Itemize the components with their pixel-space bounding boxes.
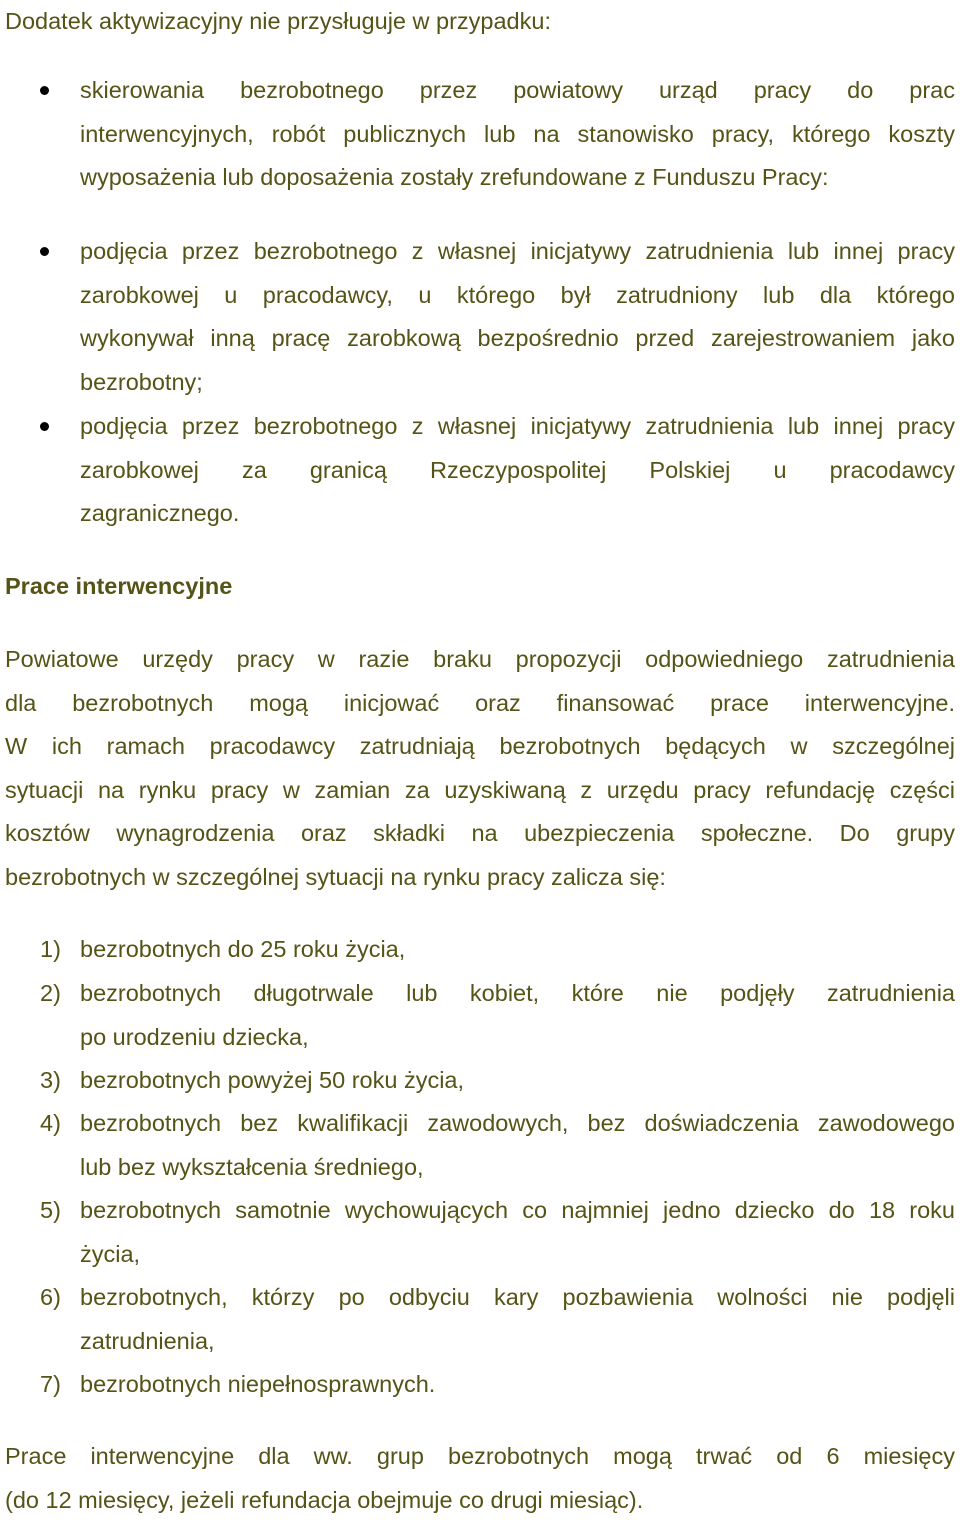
- intro-paragraph: [5, 0, 955, 44]
- item-number: 6): [40, 1276, 61, 1320]
- text-line: skierowania bezrobotnego przez powiatowy urząd pracy do prac: [80, 69, 955, 113]
- text-line: bezrobotnych niepełnosprawnych.: [80, 1363, 955, 1407]
- text-line: sytuacji na rynku pracy w zamian za uzyskiwaną z urzędu pracy refundację części: [5, 769, 955, 813]
- text-line: bezrobotnych długotrwale lub kobiet, które nie podjęły zatrudnienia: [80, 972, 955, 1016]
- body-paragraph: [5, 638, 955, 899]
- item-number: 5): [40, 1189, 61, 1233]
- bullet-icon: [40, 86, 49, 95]
- bullet-icon: [40, 422, 49, 431]
- item-text: [80, 972, 955, 1059]
- item-number: 4): [40, 1102, 61, 1146]
- item-number: 1): [40, 928, 61, 972]
- intro-text: Dodatek aktywizacyjny nie przysługuje w przypadku:: [5, 0, 955, 44]
- text-line: podjęcia przez bezrobotnego z własnej inicjatywy zatrudnienia lub innej pracy: [80, 405, 955, 449]
- text-line: bezrobotnych bez kwalifikacji zawodowych, bez doświadczenia zawodowego: [80, 1102, 955, 1146]
- item-number: 7): [40, 1363, 61, 1407]
- bullet-text: [80, 230, 955, 404]
- text-line: podjęcia przez bezrobotnego z własnej inicjatywy zatrudnienia lub innej pracy: [80, 230, 955, 274]
- text-line: lub bez wykształcenia średniego,: [80, 1146, 955, 1190]
- text-line: bezrobotnych w szczególnej sytuacji na rynku pracy zalicza się:: [5, 856, 955, 900]
- text-line: życia,: [80, 1233, 955, 1277]
- text-line: bezrobotnych, którzy po odbyciu kary pozbawienia wolności nie podjęli: [80, 1276, 955, 1320]
- bullet-icon: [40, 247, 49, 256]
- text-line: bezrobotnych do 25 roku życia,: [80, 928, 955, 972]
- text-line: zarobkowej u pracodawcy, u którego był zatrudniony lub dla którego: [80, 274, 955, 318]
- item-text: [80, 1102, 955, 1189]
- closing-paragraph: [5, 1435, 955, 1522]
- text-line: W ich ramach pracodawcy zatrudniają bezrobotnych będących w szczególnej: [5, 725, 955, 769]
- bullet-text: [80, 405, 955, 536]
- text-line: interwencyjnych, robót publicznych lub na stanowisko pracy, którego koszty: [80, 113, 955, 157]
- item-text: [80, 1189, 955, 1276]
- bullet-text: [80, 69, 955, 200]
- text-line: (do 12 miesięcy, jeżeli refundacja obejmuje co drugi miesiąc).: [5, 1479, 955, 1522]
- text-line: bezrobotnych samotnie wychowujących co najmniej jedno dziecko do 18 roku: [80, 1189, 955, 1233]
- text-line: dla bezrobotnych mogą inicjować oraz finansować prace interwencyjne.: [5, 682, 955, 726]
- text-line: wykonywał inną pracę zarobkową bezpośrednio przed zarejestrowaniem jako: [80, 317, 955, 361]
- text-line: bezrobotnych powyżej 50 roku życia,: [80, 1059, 955, 1103]
- text-line: Powiatowe urzędy pracy w razie braku propozycji odpowiedniego zatrudnienia: [5, 638, 955, 682]
- text-line: zagranicznego.: [80, 492, 955, 536]
- item-number: 2): [40, 972, 61, 1016]
- text-line: po urodzeniu dziecka,: [80, 1016, 955, 1060]
- item-text: [80, 1059, 955, 1103]
- item-number: 3): [40, 1059, 61, 1103]
- item-text: [80, 928, 955, 972]
- item-text: [80, 1363, 955, 1407]
- text-line: bezrobotny;: [80, 361, 955, 405]
- text-line: Prace interwencyjne dla ww. grup bezrobotnych mogą trwać od 6 miesięcy: [5, 1435, 955, 1479]
- text-line: kosztów wynagrodzenia oraz składki na ubezpieczenia społeczne. Do grupy: [5, 812, 955, 856]
- text-line: zatrudnienia,: [80, 1320, 955, 1364]
- section-heading: Prace interwencyjne: [5, 565, 232, 609]
- text-line: zarobkowej za granicą Rzeczypospolitej Polskiej u pracodawcy: [80, 449, 955, 493]
- text-line: wyposażenia lub doposażenia zostały zrefundowane z Funduszu Pracy:: [80, 156, 955, 200]
- item-text: [80, 1276, 955, 1363]
